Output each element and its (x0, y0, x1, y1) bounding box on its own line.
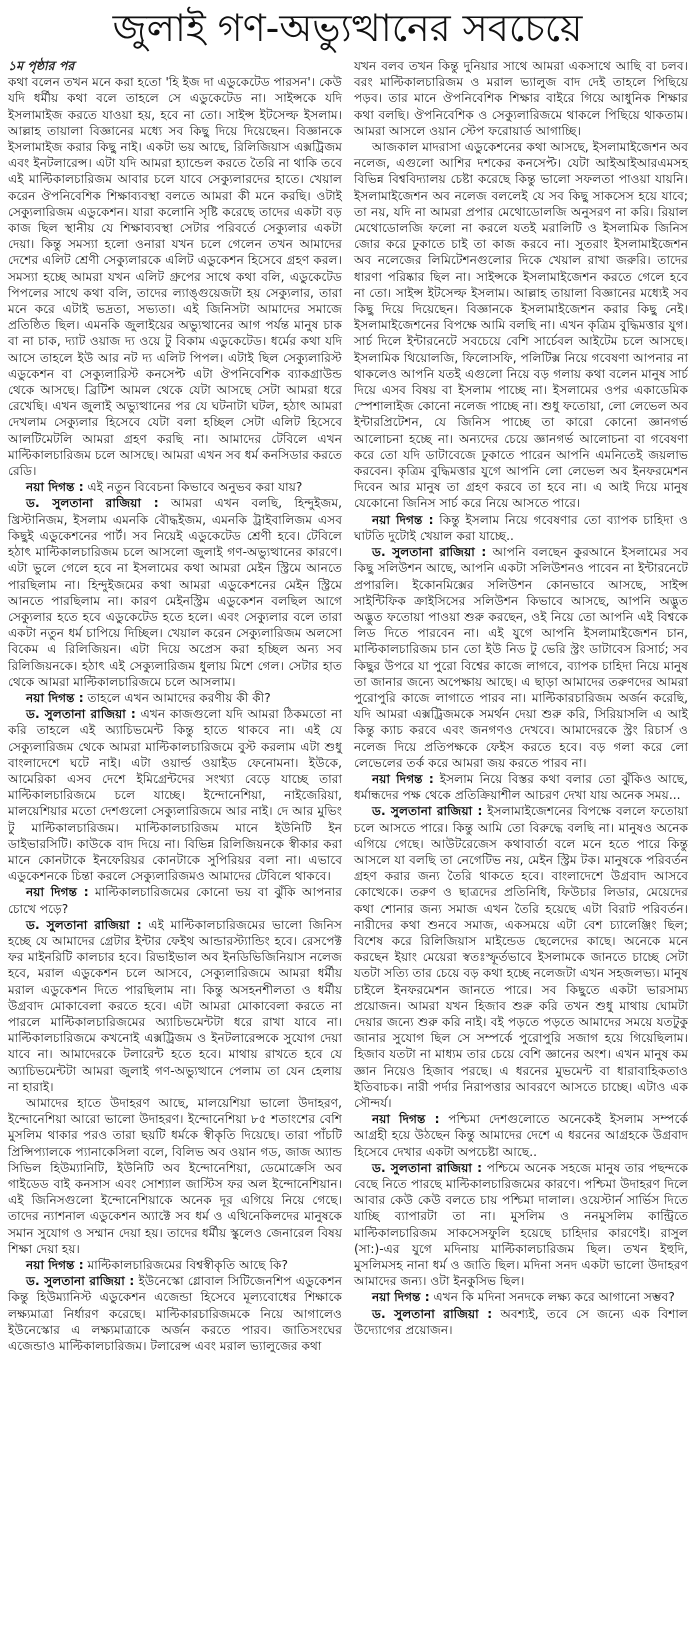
interview-paragraph (354, 1289, 688, 1305)
headline: জুলাই গণ-অভ্যুত্থানের সবচেয়ে (112, 6, 583, 50)
interview-paragraph (8, 917, 342, 1095)
speaker-label: ড. সুলতানা রাজিয়া : (26, 707, 136, 722)
interview-paragraph (8, 706, 342, 884)
paragraph-text: অবশ্যই, তবে সে জন্যে এক বিশাল উদ্যোগের প্রয়োজন। (354, 1306, 688, 1337)
speaker-label: নয়া দিগন্ত : (26, 480, 84, 495)
speaker-label: নয়া দিগন্ত : (26, 885, 89, 900)
interview-paragraph (354, 803, 688, 1111)
speaker-label: নয়া দিগন্ত : (26, 1258, 84, 1273)
body-paragraph (8, 1095, 342, 1257)
speaker-label: নয়া দিগন্ত : (372, 771, 434, 786)
speaker-label: ড. সুলতানা রাজিয়া : (26, 496, 159, 511)
interview-paragraph (354, 512, 688, 544)
paragraph-text: ইউনেস্কো গ্লোবাল সিটিজেনশিপ এডুকেশন কিন্তু হিউম্যানিস্ট এডুকেশন এজেন্ডা হিসেবে মূল্যবোধের শিক্ষাকে লক্ষ্যমাত্রা নির্ধারণ করেছে। মাল্টিকারচারিজমকে নিয়ে আগালেও ইউনেস্কোর এ লক্ষ্যমাত্রাকে অর্জন করতে পারব। জাতিসংঘের এজেন্ডাও মাল্টিকালচারিজম। টলারেন্স এবং মরাল ভ্যালুজের কথা (8, 1274, 343, 1354)
body-paragraph (354, 139, 688, 512)
interview-paragraph (8, 479, 342, 495)
paragraph-text: এখন কাজগুলো যদি আমরা ঠিকমতো না করি তাহলে এই অ্যাচিভমেন্ট কিন্তু হাতে থাকবে না। এই যে সেক্যুলারিজম থেকে আমরা মাল্টিকালচারিজমে বুস্ট করলাম এটা শুধু বাংলাদেশে ঘটে নাই। এটা ওয়ার্ল্ড ওয়াইড ফেনোমনা। ইউকে, আমেরিকা এসব দেশে ইমিগ্রেন্টদের সংখ্যা বেড়ে যাচ্ছে তারা মাল্টিকালচারিজমে চলে যাচ্ছে। ইন্দোনেশিয়া, নাইজেরিয়া, মালয়েশিয়ার মতো দেশগুলো সেক্যুলারিজমে আর নাই। দে আর মুভিং টু মাল্টিকালচারিজম। মাল্টিকালচারিজম মানে ইউনিটি ইন ডাইভারসিটি। কাউকে বাদ দিয়ে না। বিভিন্ন রিলিজিয়নকে স্বীকার করা মানে কোনটাকে ইনফেরিয়র কোনটাকে সুপিরিয়র বলা না। এভাবে এডুকেশনকে চিন্তা করলে সেক্যুলারিজমও আমাদের টেবিলে থাকবে। (8, 707, 342, 884)
interview-paragraph (8, 884, 342, 916)
body-paragraph (8, 74, 342, 479)
continued-from-label: ১ম পৃষ্ঠার পর (8, 58, 75, 73)
paragraph-text: তাহলে এখন আমাদের করণীয় কী কী? (83, 690, 271, 705)
interview-paragraph (8, 495, 342, 689)
paragraph-text: ইসলাম নিয়ে বিস্তর কথা বলার তো ঝুঁকিও আছে, ধর্মান্ধদের পক্ষ থেকে প্রতিক্রিয়াশীল আচরণ দেখা যায় অনেক সময়... (354, 771, 688, 803)
paragraph-text: আমরা এখন বলছি, হিন্দুইজম, খ্রিস্টানিজম, ইসলাম এমনকি বৌদ্ধইজম, এমনকি ট্রাইবালিজম এসব কিছুই এডুকেশনের পার্ট। সব নিয়েই এডুকেটেড শ্রেণী হবে। টেবিলে হঠাৎ মাল্টিকালচারিজম চলে আসলো জুলাই গণ-অভ্যুত্থানের কারণে। এটা ভুলে গেলে হবে না ইসলামের কথা আমরা মেইন স্ট্রিমে আনতে পারছিলাম না। হিন্দুইজমের কথা আমরা এডুকেশনের মেইন স্ট্রিমে আনতে পারছিলাম না। কারণ মেইনস্ট্রিম এডুকেশন বলছিল আগে সেক্যুলার হতে হবে এডুকেটেড হতে হলে। এবং সেক্যুলার বলে তারা একটা নতুন ধর্ম চাপিয়ে দিচ্ছিল। খেয়াল করেন সেক্যুলারিজম অলসো বিকেম এ রিলিজিয়ন। এটা দিয়ে অপ্রেস করা হচ্ছিল অন্য সব রিলিজিয়নকে। হঠাৎ এই সেক্যুলারিজম ধুলায় মিশে গেল। সেটার হাত থেকে আমরা মাল্টিকালচারিজমে চলে আসলাম। (8, 496, 342, 689)
paragraph-text: যখন বলব তখন কিন্তু দুনিয়ার সাথে আমরা একসাথে আছি বা চলব। বরং মাল্টিকালচারিজম ও মরাল ভ্যালুজ বাদ দেই তাহলে পিছিয়ে পড়ব। তার মানে ঔপনিবেশিক শিক্ষার বাইরে গিয়ে আধুনিক শিক্ষার কথা বলছি। ঔপনিবেশিক ও সেক্যুলারিজমে থাকলে পিছিয়ে থাকতাম। আমরা আসলে ওয়ান স্টেপ ফরোয়ার্ড আগাচ্ছি। (354, 59, 688, 138)
interview-paragraph (354, 1306, 688, 1338)
paragraph-text: ইসলামাইজেশনের বিপক্ষে বললে ফতোয়া চলে আসতে পারে। কিন্তু আমি তো বিরুদ্ধে বলছি না। মানুষও অনেক এগিয়ে গেছে। আউটরেজেস কথাবার্তা বলে মনে হতে পারে কিন্তু আসলে যা বলছি তা নেগেটিভ নয়, মেইন স্ট্রিম টক। মানুষকে পরিবর্তন গ্রহণ করার জন্য তৈরি থাকতে হবে। বাংলাদেশে উগ্রবাদ আসবে কোত্থেকে। তরুণ ও ছাত্রদের প্রতিনিধি, ফিউচার লিডার, মেয়েদের কথা শোনার জন্য সমাজ এখন তৈরি হয়েছে এটা বিরাট পরিবর্তন। নারীদের কথা শুনবে সমাজ, একসময়ে এটা বেশ চ্যালেঞ্জিং ছিল; বিশেষ করে রিলিজিয়াস মাইন্ডেড ছেলেদের কাছে। অনেকে মনে করছেন ইয়াং মেয়েরা স্বতঃস্ফূর্তভাবে ইসলামকে জানতে চাচ্ছে সেটা যতটা সত্যি তার চেয়ে বড় কথা হচ্ছে নলেজটা এখন সহজলভ্য। মানুষ চাইলে ইনফরমেশন জানতে পারে। সব কিছুতে একটা ভারসাম্য প্রয়োজন। আমরা যখন হিজাব শুরু করি তখন শুধু মাথায় ঘোমটা দেয়ার জন্যে শুরু করি নাই। বই পড়তে পড়তে আমাদের সময়ে যতটুকু জানার সুযোগ ছিল সে সম্পর্কে পুরোপুরি সজাগ হয়ে গিয়েছিলাম। হিজাব যতটা না মাধ্যম তার চেয়ে বেশি জ্ঞানের অংশ। এখন মানুষ কম জ্ঞান নিয়েও হিজাব পরছে। এ ধরনের মুভমেন্ট বা ধারাবাহিকতাও ইতিবাচক। নারী পর্দার নিরাপত্তার আবরণে আসতে চাচ্ছে। এটাও এক সৌন্দর্য। (354, 804, 688, 1110)
interview-paragraph (8, 690, 342, 706)
body-paragraph (354, 58, 688, 139)
article-column-1 (8, 58, 342, 1354)
interview-paragraph (354, 1111, 688, 1160)
article-column-2 (354, 58, 688, 1338)
interview-paragraph (354, 1160, 688, 1290)
interview-paragraph (8, 1257, 342, 1273)
paragraph-text: আজকাল মাদরাসা এডুকেশনের কথা আসছে, ইসলামাইজেশন অব নলেজ, এগুলো আশির দশকের কনসেপ্ট। যেটা আইআইআরএমসহ বিভিন্ন বিশ্ববিদ্যালয় চেষ্টা করেছে কিন্তু ভালো সফলতা পাওয়া যায়নি। ইসলামাইজেশন অব নলেজ বললেই যে সব কিছু সাকসেস হয়ে যাবে; তা নয়, যদি না আমরা প্রপার মেথোডোলজি অনুসরণ না করি। রিয়াল মেথোডোলজি ফলো না করলে যতই মরালিটি ও ইসলামিক জিনিস জোর করে ঢুকাতে চাই তা কাজ করবে না। সুতরাং ইসলামাইজেশন অব নলেজের লিমিটেশনগুলোর দিকে খেয়াল রাখা জরুরি। তাদের ধারণা পরিষ্কার ছিল না। সাইন্সকে ইসলামাইজেশন করতে গেলে হবে না তো। সাইন্স ইটসেল্ফ ইসলাম। আল্লাহ তায়ালা বিজ্ঞানের মধ্যেই সব কিছু দিয়ে দিয়েছেন। বিজ্ঞানকে ইসলামাইজেশন করার কিছু নেই। ইসলামাইজেশনের বিপক্ষে আমি বলছি না। এখন কৃত্রিম বুদ্ধিমত্তার যুগ। সার্চ দিলে ইন্টারনেটে সবচেয়ে বেশি সার্চেবল আইটেম চলে আসছে। ইসলামিক থিয়োলজি, ফিলোসফি, পলিটিক্স নিয়ে গবেষণা আপনার না থাকলেও আপনি যতই এগুলো নিয়ে বড় গলায় কথা বলেন মানুষ সার্চ দিয়ে এসব বিষয় বা ইসলাম পাচ্ছে না। ইসলামের ওপর একাডেমিক স্পেশালাইজ কোনো নলেজ পাচ্ছে না। শুধু ফতোয়া, লো লেভেল অব ইন্টারপ্রিটেশন, যে জিনিস পাচ্ছে তা কারো কোনো জ্ঞানগর্ভ আলোচনা হচ্ছে না। অন্যদের চেয়ে জ্ঞানগর্ভ আলোচনা বা গবেষণা করে তো যদি ডাটাবেজে ঢুকাতে পারেন আপনি এমনিতেই জয়লাভ করবেন। কৃত্রিম বুদ্ধিমত্তার যুগে আপনি লো লেভেল অব ইনফরমেশন দিবেন আর মানুষ তা গ্রহণ করবে তা হবে না। এ আই দিয়ে মানুষ যেকোনো জিনিস সার্চ করে নিয়ে আসতে পারে। (354, 140, 688, 511)
speaker-label: ড. সুলতানা রাজিয়া : (26, 917, 142, 932)
paragraph-text: পশ্চিমা দেশগুলোতে অনেকেই ইসলাম সম্পর্কে আগ্রহী হয়ে উঠছেন কিন্তু আমাদের দেশে এ ধরনের আগ্রহকে উগ্রবাদ হিসেবে দেখার একটা অপচেষ্টা আছে.. (354, 1112, 688, 1159)
speaker-label: নয়া দিগন্ত : (372, 512, 434, 527)
speaker-label: ড. সুলতানা রাজিয়া : (372, 804, 483, 819)
paragraph-text: আপনি বলছেন কুরআনে ইসলামের সব কিছু সলিউশন আছে, আপনি একটা সলিউশনও পাবেন না ইন্টারনেটে প্রপারলি। ইকোনমিক্সের সলিউশন কোনভাবে আসছে, সাইন্স সাইন্টিফিক ক্রাইসিসের সলিউশন কিভাবে আসছে, আপনি অদ্ভুত অদ্ভুত ফতোয়া পাওয়া শুরু করছেন, ওই নিয়ে তো আপনি এই বিশ্বকে লিড দিতে পারবেন না। এই যুগে আপনি ইসলামাইজেশন চান, মাল্টিকালচারিজম চান তো ইউ নিড টু ভেরি স্ট্রং ডাটাবেস রিসার্চ; সব কিছুর উপরে যা পুরো বিশ্বের কাজে লাগবে, ব্যাপক চাহিদা নিয়ে মানুষ তা জানার জন্যে অপেক্ষায় আছে। এ ছাড়া আমাদের তরুণদের আমরা পুরোপুরি কাজে লাগাতে পারব না। মাল্টিকারচারিজম অর্জন করেছি, যদি আমরা এক্সট্রিজমকে সমর্থন দেয়া শুরু করি, সিরিয়াসলি এ আই কিন্তু ক্যাচ করবে এবং জনগণও দেখবে। আমাদেরকে স্ট্রং রিচার্স ও নলেজ দিয়ে প্রতিপক্ষকে ফেইস করতে হবে। বড় গলা করে লো লেভেলের তর্ক করে আমরা জয় করতে পারব না। (354, 545, 688, 770)
paragraph-text: এই নতুন বিবেচনা কিভাবে অনুভব করা যায়? (83, 480, 303, 495)
speaker-label: নয়া দিগন্ত : (372, 1112, 440, 1127)
paragraph-text: কিন্তু ইসলাম নিয়ে গবেষণার তো ব্যাপক চাহিদা ও ঘাটতি দুটোই খেয়াল করা যাচ্ছে.. (354, 512, 688, 543)
speaker-label: নয়া দিগন্ত : (26, 690, 84, 705)
paragraph-text: পশ্চিমে অনেক সহজে মানুষ তার পছন্দকে বেছে নিতে পারছে মাল্টিকালচারিজমের কারণে। পশ্চিমা উদাহরণ দিলে আবার কেউ কেউ বলতে চায় পশ্চিমা দালাল। ওয়েস্টার্ন সার্ভিস দিতে যাচ্ছি ব্যাপারটা তা না। মুসলিম ও ননমুসলিম কান্ট্রিতে মাল্টিকালচারিজম সাকসেসফুলি হয়েছে চাহিদার কারণেই। রাসুল (সা:)-এর যুগে মদিনায় মাল্টিকালচারিজম ছিল। তখন ইহুদি, মুসলিমসহ নানা ধর্ম ও জাতি ছিল। মদিনা সনদ একটা ভালো উদাহরণ আমাদের জন্য। ওটা ইনকুসিভ ছিল। (354, 1160, 688, 1289)
speaker-label: ড. সুলতানা রাজিয়া : (372, 1160, 482, 1175)
speaker-label: ড. সুলতানা রাজিয়া : (26, 1274, 135, 1289)
article-body (0, 58, 695, 1354)
paragraph-text: এখন কি মদিনা সনদকে লক্ষ্য করে আগানো সম্ভব? (429, 1290, 675, 1305)
paragraph-text: এই মাল্টিকালচারিজমের ভালো জিনিস হচ্ছে যে আমাদের গ্রেটার ইন্টার ফেইথ আন্ডারস্ট্যান্ডিং হবে। রেসপেক্ট ফর মাইনরিটি কালচার হবে। রিভাইভাল অব ইনডিভিজিনিয়াস নলেজ হবে, মরাল এডুকেশন চলে আসবে, সেক্যুলারিজমে আমরা ধর্মীয় মরাল এডুকেশন দিতে পারছিলাম না। কিন্তু অসহনশীলতা ও ধর্মীয় উগ্রবাদ মোকাবেলা করতে হবে। এটা আমরা মোকাবেলা করতে না পারলে মাল্টিকালচারিজমের অ্যাচিভমেন্টটা ধরে রাখা যাবে না। মাল্টিকালচারিজমে কখনোই এক্সট্রিজম ও ইনটলারেন্সকে সুযোগ দেয়া যাবে না। আমাদেরকে টলারেন্ট হতে হবে। মাথায় রাখতে হবে যে অ্যাচিভমেন্টটা আমরা জুলাই গণ-অভ্যুত্থানে পেলাম তা যেন হেলায় না হারাই। (8, 917, 342, 1094)
interview-paragraph (354, 544, 688, 771)
speaker-label: ড. সুলতানা রাজিয়া : (372, 1306, 493, 1321)
interview-paragraph (8, 1273, 342, 1354)
paragraph-text: মাল্টিকালচারিজমের বিশ্বস্বীকৃতি আছে কি? (83, 1258, 289, 1273)
interview-paragraph (354, 771, 688, 803)
paragraph-text: আমাদের হাতে উদাহরণ আছে, মালয়েশিয়া ভালো উদাহরণ, ইন্দোনেশিয়া আরো ভালো উদাহরণ। ইন্দোনেশিয়া ৮৫ শতাংশের বেশি মুসলিম থাকার পরও তারা ছয়টি ধর্মকে স্বীকৃতি দিয়েছে। তারা পাঁচটি প্রিন্সিপ্যালকে প্যানাকেসিলা বলে, বিলিভ অব ওয়ান গড, জাজ অ্যান্ড সিভিল হিউম্যানিটি, ইউনিটি অব ইন্দোনেশিয়া, ডেমোক্রেসি অব গাইডেড বাই কনসাস এবং সোশ্যাল জাস্টিস ফর অল ইন্দোনেশিয়ান। এই জিনিসগুলো ইন্দোনেশিয়াকে অনেক দূর এগিয়ে নিয়ে গেছে। তাদের ন্যাশনাল এডুকেশন অ্যাক্টে সব ধর্ম ও এথিনেকিলদের মানুষকে সমান সুযোগ ও সম্মান দেয়া হয়। তাদের ধর্মীয় স্কুলেও জেনারেল বিষয় শিক্ষা দেয়া হয়। (8, 1096, 342, 1256)
speaker-label: নয়া দিগন্ত : (372, 1290, 430, 1305)
speaker-label: ড. সুলতানা রাজিয়া : (372, 545, 487, 560)
paragraph-text: মাল্টিকালচারিজমের কোনো ভয় বা ঝুঁকি আপনার চোখে পড়ে? (8, 885, 342, 916)
paragraph-text: কথা বলেন তখন মনে করা হতো 'হি ইজ দা এডুকেটেড পারসন'। কেউ যদি ধর্মীয় কথা বলে তাহলে সে এডুকেটেড না। সাইন্সকে যদি ইসলামাইজ করতে যাওয়া হয়, হবে না তো। সাইন্স ইটসেল্ফ ইসলাম। আল্লাহ তায়ালা বিজ্ঞানের মধ্যে সব কিছু দিয়ে দিয়েছেন। বিজ্ঞানকে ইসলামাইজ করার কিছু নাই। একটা ভয় আছে, রিলিজিয়াস এক্সট্রিজম এবং ইনটলারেন্স। এটা যদি আমরা হ্যান্ডেল করতে তৈরি না থাকি তবে এই মাল্টিকালচারিজম আবার চলে যাবে সেক্যুলারদের হাতে। খেয়াল করেন ঔপনিবেশিক শিক্ষাব্যবস্থা বলতে আমরা কী মনে করছি। ওটাই সেক্যুলারিজম এডুকেশন। যারা কলোনি সৃষ্টি করেছে তাদের একটা বড় কাজ ছিল স্থানীয় যে শিক্ষাব্যবস্থা সেটার পরিবর্তে সেক্যুলার একটা দেয়া। কিন্তু সমস্যা হলো ওনারা যখন চলে গেলেন তখন আমাদের দেশের এলিট শ্রেণী সেক্যুলারকে এলিট এডুকেশন হিসেবে গ্রহণ করল। সমস্যা হচ্ছে আমরা যখন এলিট গ্রুপের সাথে কথা বলি, এডুকেটেড পিপলের সাথে কথা বলি, তাদের ল্যাঙ্গুয়েজটা হয় সেক্যুলার, তারা মনে করে এটাই ভদ্রতা, সভ্যতা। এই জিনিসটা আমাদের সমাজে প্রতিষ্ঠিত ছিল। এমনকি জুলাইয়ের অভ্যুত্থানের আগ পর্যন্ত মানুষ চাক বা না চাক, দ্যাট ওয়াজ দ্য ওয়ে টু বিকাম এডুকেটেড। ধর্মের কথা যদি আসে তাহলে ইউ আর নট দ্য এলিট পিপল। এটাই ছিল সেক্যুলারিস্ট এডুকেশন বা সেক্যুলারিস্ট কনসেপ্ট এটা ঔপনিবেশিক ব্যাকগ্রাউন্ড থেকে আসছে। ব্রিটিশ আমল থেকে যেটা আসছে সেটা আমরা ধরে রেখেছি। এখন জুলাই অভ্যুত্থানের পর যে ঘটনাটা ঘটল, হঠাৎ আমরা দেখলাম সেক্যুলার হিসেবে যেটা বলা হচ্ছিল সেটা এলিট হিসেবে আলটিমেটলি আমরা গ্রহণ করছি না। আমাদের টেবিলে এখন মাল্টিকালচারিজম চলে আসছে। আমরা এখন সব ধর্ম কনসিডার করতে রেডি। (8, 75, 342, 479)
